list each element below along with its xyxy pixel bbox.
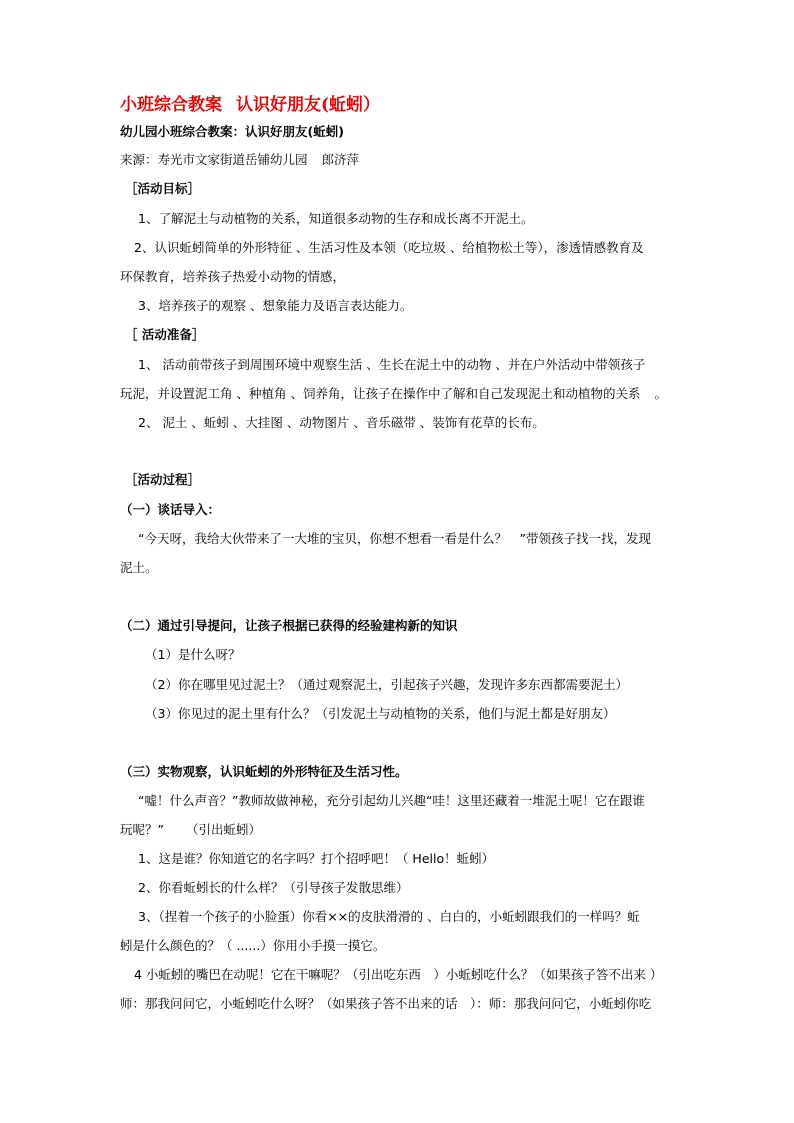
goal-1: 1、了解泥土与动植物的关系，知道很多动物的生存和成长离不开泥土。 <box>138 211 534 226</box>
process-heading: ［活动过程］ <box>125 472 201 487</box>
section-3-para-1-line-2 <box>120 822 261 838</box>
section-1-line-2: 泥土。 <box>120 560 158 575</box>
section-3-item-3-line-1: 3、（捏着一个孩子的小脸蛋）你看××的皮肤滑滑的 、白白的，小蚯蚓跟我们的一样吗？蚯 <box>138 909 640 924</box>
section-2-question-1: （1）是什么呀？ <box>145 647 241 662</box>
section-2-question-3: （3）你见过的泥土里有什么？（引发泥土与动植物的关系，他们与泥土都是好朋友） <box>145 706 616 721</box>
section-3-item-4-line-2: 师：那我问问它，小蚯蚓吃什么呀？（如果孩子答不出来的话 ）：师：那我问问它，小蚯蚓你吃 <box>120 996 652 1011</box>
goal-3: 3、培养孩子的观察 、想象能力及语言表达能力。 <box>138 298 413 313</box>
section-3-item-2: 2、你看蚯蚓长的什么样？（引导孩子发散思维） <box>138 880 409 895</box>
goals-heading: ［活动目标］ <box>125 181 201 196</box>
section-3-heading: （三）实物观察，认识蚯蚓的外形特征及生活习性。 <box>120 764 408 779</box>
goal-2-line-1: 2、认识蚯蚓简单的外形特征 、生活习性及本领（吃垃圾 、给植物松土等），渗透情感教育及 <box>134 240 644 255</box>
title-part-2: 认识好朋友(蚯蚓） <box>236 95 381 115</box>
goal-2-line-2: 环保教育，培养孩子热爱小动物的情感， <box>120 269 346 284</box>
section-3-item-1: 1、这是谁？你知道它的名字吗？打个招呼吧！（ Hello！蚯蚓） <box>138 851 495 866</box>
prep-1-line-2-text: 玩泥，并设置泥工角 、种植角 、饲养角，让孩子在操作中了解和自己发现泥土和动植物的关系 <box>120 386 641 401</box>
source-label: 来源：寿光市文家街道岳铺幼儿园 <box>120 152 308 167</box>
section-3-para-1-line-1: “嘘！什么声音？”教师故做神秘，充分引起幼儿兴趣“哇！这里还藏着一堆泥土呢！它在跟谁 <box>138 793 645 808</box>
prep-2: 2、 泥土 、蚯蚓 、大挂图 、动物图片 、音乐磁带 、装饰有花草的长布。 <box>138 415 545 430</box>
prep-heading: ［ 活动准备］ <box>125 327 205 342</box>
subtitle: 幼儿园小班综合教案：认识好朋友(蚯蚓) <box>120 124 344 139</box>
section-3-item-4-line-1: 4 小蚯蚓的嘴巴在动呢！它在干嘛呢？（引出吃东西 ）小蚯蚓吃什么？（如果孩子答不出来 ） <box>134 967 663 982</box>
section-1-line-1: “今天呀，我给大伙带来了一大堆的宝贝，你想不想看一看是什么？ ”带领孩子找一找，发现 <box>138 531 651 546</box>
section-2-question-2: （2）你在哪里见过泥土？（通过观察泥土，引起孩子兴趣，发现许多东西都需要泥土） <box>145 677 628 692</box>
source-author: 郎济萍 <box>321 152 360 167</box>
title-part-1: 小班综合教案 <box>120 95 222 115</box>
prep-1-line-1: 1、 活动前带孩子到周围环境中观察生活 、生长在泥土中的动物 、并在户外活动中带领孩子 <box>138 357 646 372</box>
source-line <box>120 152 359 168</box>
section-1-heading: （一）谈话导入： <box>120 502 221 517</box>
page-title <box>120 95 380 115</box>
section-3-para-1-line-2-a: 玩呢？” <box>120 822 164 837</box>
prep-1-line-2-end: 。 <box>654 386 667 401</box>
prep-1-line-2 <box>120 386 667 402</box>
section-2-heading: （二）通过引导提问，让孩子根据已获得的经验建构新的知识 <box>120 618 458 633</box>
section-3-para-1-line-2-b: （引出蚯蚓） <box>185 822 261 837</box>
section-3-item-3-line-2: 蚓是什么颜色的？（ ......）你用小手摸一摸它。 <box>120 938 386 953</box>
